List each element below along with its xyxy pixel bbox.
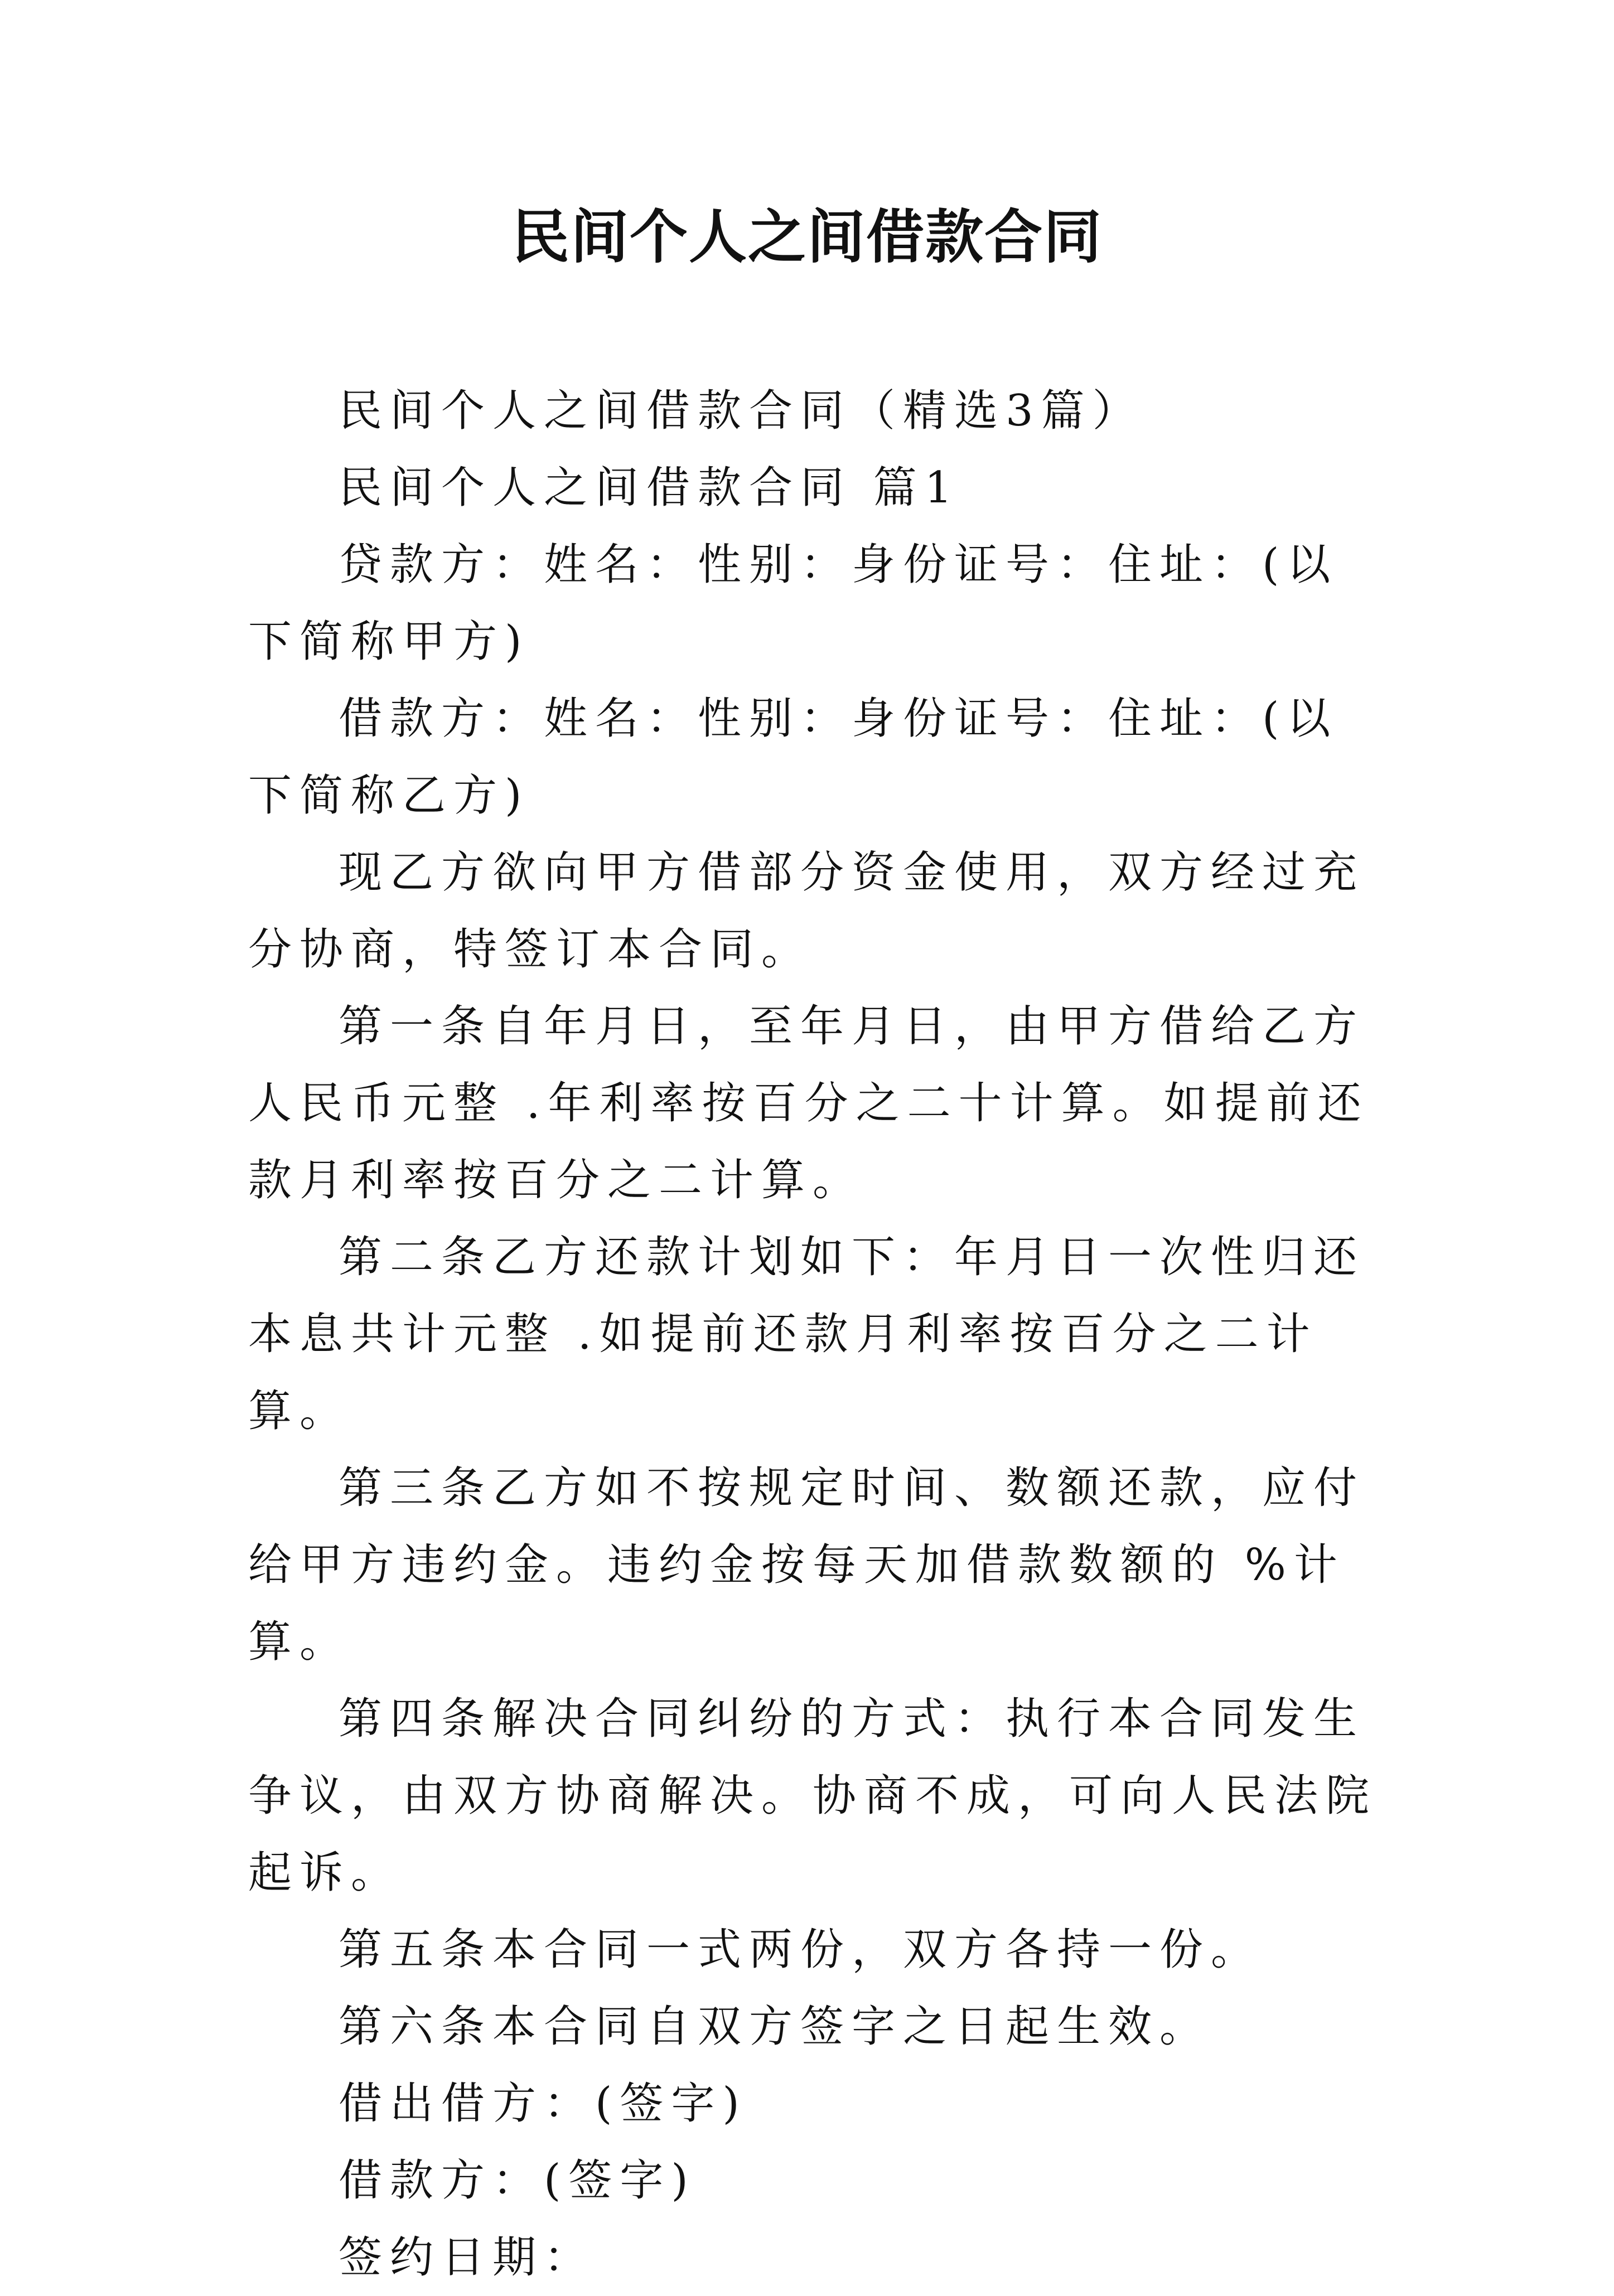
document-title: 民间个人之间借款合同	[511, 203, 1103, 271]
document-body	[248, 372, 1380, 2296]
paragraph-article-2: 第二条乙方还款计划如下：年月日一次性归还本息共计元整 .如提前还款月利率按百分之二计算。	[248, 1232, 1365, 1436]
paragraph-lender-info: 贷款方：姓名：性别：身份证号：住址：(以下简称甲方)	[248, 540, 1338, 667]
paragraph-collection-title: 民间个人之间借款合同（精选3篇）	[339, 386, 1144, 436]
paragraph-borrower-info: 借款方：姓名：性别：身份证号：住址：(以下简称乙方)	[248, 694, 1338, 821]
paragraph-article-1: 第一条自年月日，至年月日，由甲方借给乙方人民币元整 .年利率按百分之二十计算。如提前还款月利率按百分之二计算。	[248, 1001, 1369, 1205]
paragraph-borrower-signature: 借款方：(签字)	[339, 2155, 696, 2206]
paragraph-article-5: 第五条本合同一式两份，双方各持一份。	[339, 1925, 1263, 1975]
paragraph-signing-date: 签约日期：	[339, 2232, 596, 2283]
paragraph-article-6: 第六条本合同自双方签字之日起生效。	[339, 2002, 1211, 2052]
paragraph-article-3: 第三条乙方如不按规定时间、数额还款，应付给甲方违约金。违约金按每天加借款数额的 %计算。	[248, 1463, 1365, 1667]
paragraph-article-4: 第四条解决合同纠纷的方式：执行本合同发生争议，由双方协商解决。协商不成，可向人民法院起诉。	[248, 1694, 1378, 1898]
paragraph-preamble: 现乙方欲向甲方借部分资金使用，双方经过充分协商，特签订本合同。	[248, 847, 1365, 975]
paragraph-chapter-heading: 民间个人之间借款合同 篇1	[339, 463, 960, 513]
paragraph-lender-signature: 借出借方：(签字)	[339, 2079, 747, 2129]
